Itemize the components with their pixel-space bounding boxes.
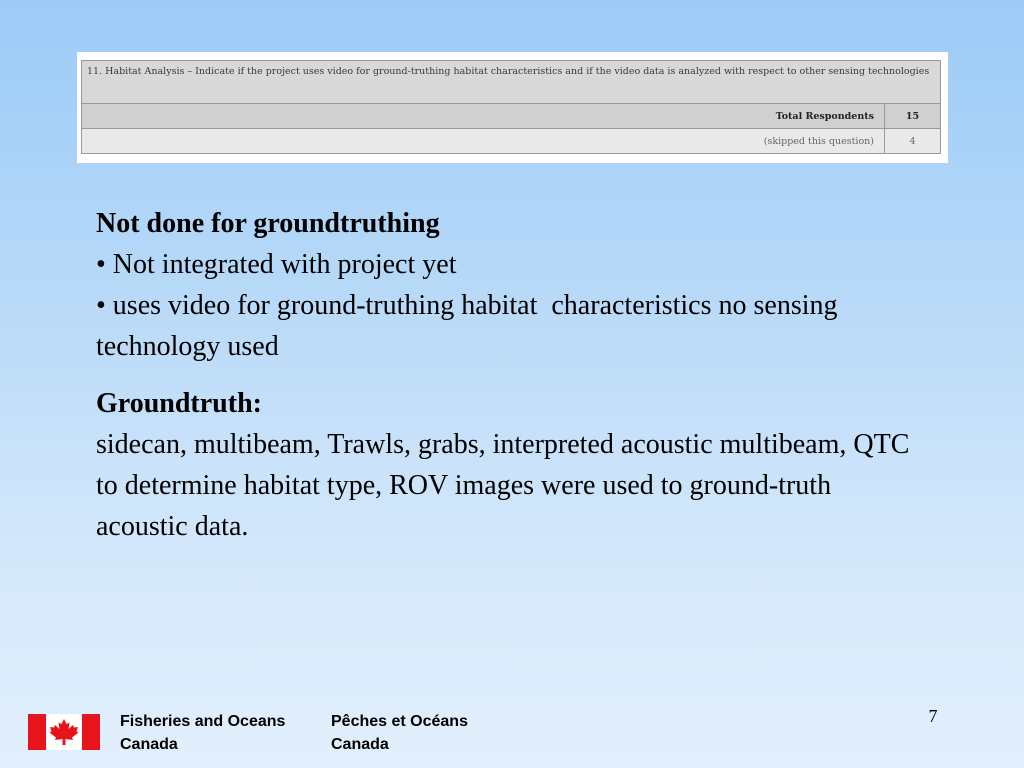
- survey-results-table: [81, 60, 941, 154]
- department-name-french-line2: Canada: [331, 736, 389, 753]
- skipped-question-label: (skipped this question): [82, 129, 885, 154]
- section-heading-not-done: Not done for groundtruthing: [96, 208, 440, 239]
- bullet-uses-video: • uses video for ground-truthing habitat characteristics no sensing technology used: [96, 290, 838, 362]
- department-name-french-line1: Pêches et Océans: [331, 713, 468, 730]
- question-row: [82, 61, 941, 104]
- survey-question: 11. Habitat Analysis – Indicate if the project uses video for ground-truthing habitat characteristics and if the video data is analyzed with respect to other sensing technologies: [82, 61, 941, 104]
- skipped-question-row: [82, 129, 941, 154]
- department-name-english: [120, 710, 285, 756]
- groundtruth-description: sidecan, multibeam, Trawls, grabs, interpreted acoustic multibeam, QTC to determine habitat type, ROV images were used to ground-truth acoustic data.: [96, 429, 910, 542]
- department-name-french: [331, 710, 468, 756]
- page-number: 7: [928, 706, 938, 726]
- section-heading-groundtruth: Groundtruth:: [96, 388, 262, 419]
- total-respondents-label: Total Respondents: [82, 104, 885, 129]
- department-name-english-line2: Canada: [120, 736, 178, 753]
- bullet-not-integrated: • Not integrated with project yet: [96, 249, 457, 280]
- total-respondents-value: 15: [885, 104, 941, 129]
- survey-results-screenshot: [77, 52, 948, 163]
- slide-content: [96, 203, 926, 547]
- department-name-english-line1: Fisheries and Oceans: [120, 713, 286, 730]
- skipped-question-value: 4: [885, 129, 941, 154]
- total-respondents-row: [82, 104, 941, 129]
- canada-flag-icon: [28, 714, 100, 750]
- section-spacer: [96, 367, 926, 383]
